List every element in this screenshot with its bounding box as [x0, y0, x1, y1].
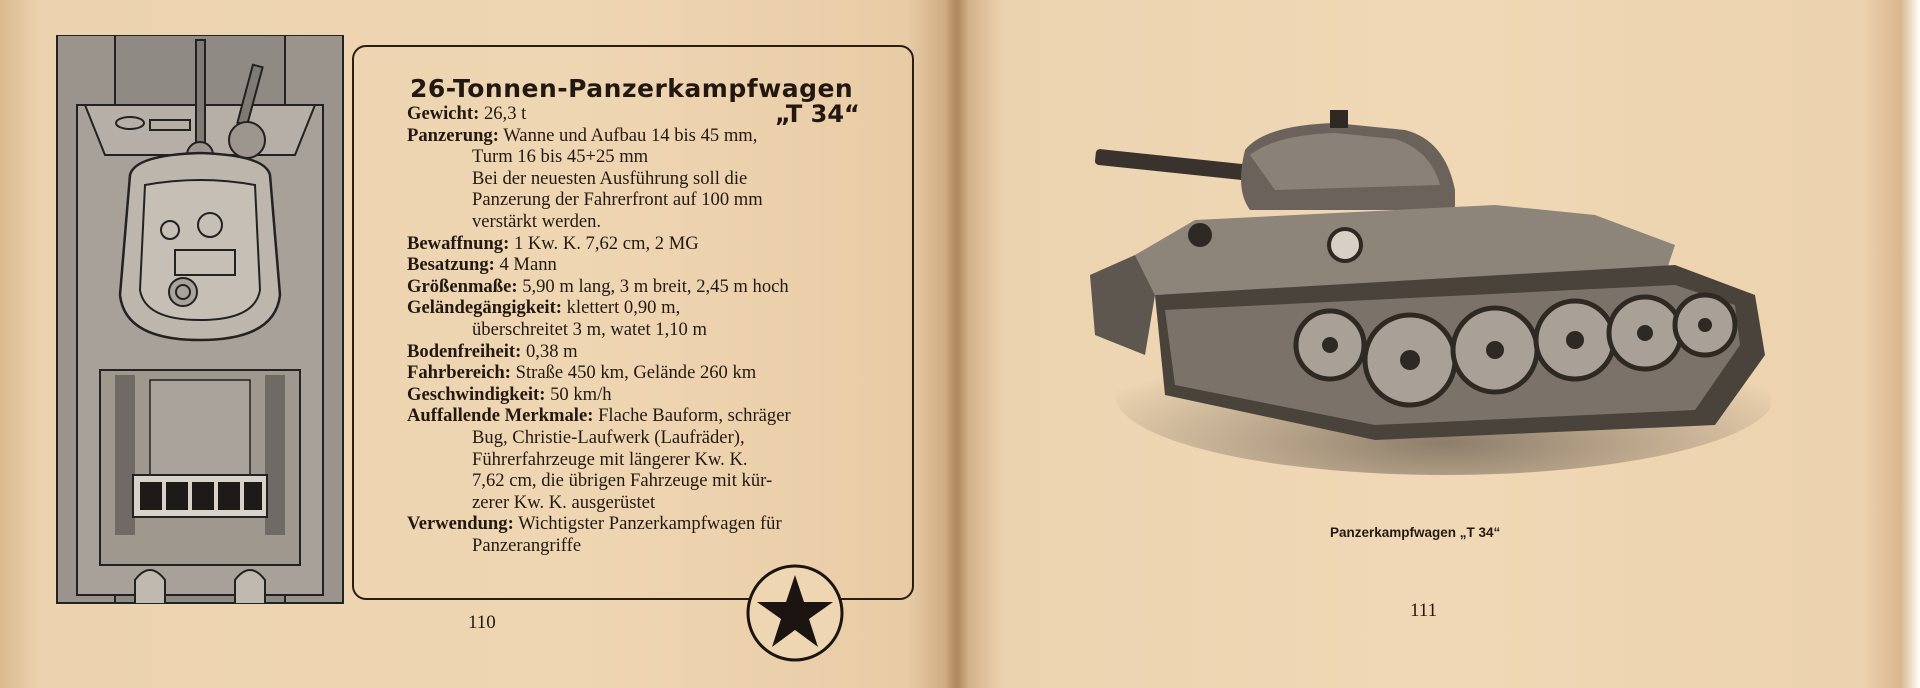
- spec-value: 26,3 t: [483, 103, 527, 124]
- spec-value: Wanne und Aufbau 14 bis 45 mm,: [503, 124, 758, 146]
- spec-row: [407, 168, 872, 190]
- spec-row: [407, 470, 872, 492]
- spec-row: [407, 492, 872, 514]
- spec-label: Geschwindigkeit:: [407, 383, 546, 405]
- spec-value: Panzerung der Fahrerfront auf 100 mm: [472, 189, 763, 211]
- spec-value: überschreitet 3 m, watet 1,10 m: [472, 318, 707, 340]
- tank-top-view-diagram: [55, 35, 345, 605]
- spec-label: Größenmaße:: [407, 275, 518, 297]
- spec-value: 5,90 m lang, 3 m breit, 2,45 m hoch: [522, 275, 789, 297]
- spec-label: Bodenfreiheit:: [407, 340, 522, 362]
- spec-row: [407, 189, 872, 211]
- spec-row: [407, 362, 872, 384]
- spec-label: Auffallende Merkmale:: [407, 405, 594, 427]
- spec-value: Flache Bauform, schräger: [598, 405, 791, 427]
- spec-row: [407, 103, 872, 125]
- left-page: [0, 0, 955, 688]
- spec-label: Geländegängigkeit:: [407, 297, 562, 319]
- spec-row: [407, 341, 872, 363]
- spec-row: [407, 319, 872, 341]
- spec-value: Turm 16 bis 45+25 mm: [472, 146, 649, 168]
- spec-row: [407, 297, 872, 319]
- spec-row: [407, 233, 872, 255]
- spec-value: zerer Kw. K. ausgerüstet: [472, 491, 656, 513]
- right-page: [955, 0, 1920, 688]
- spec-label: Fahrbereich:: [407, 362, 511, 384]
- spec-value: 7,62 cm, die übrigen Fahrzeuge mit kür-: [472, 470, 773, 492]
- page-number-left: 110: [468, 612, 496, 633]
- photo-caption: Panzerkampfwagen „T 34“: [1330, 525, 1501, 540]
- spec-value: Panzerangriffe: [472, 534, 582, 556]
- spec-row: [407, 449, 872, 471]
- spec-row: [407, 535, 872, 557]
- book-gutter: [945, 0, 969, 688]
- spec-row: [407, 211, 872, 233]
- spec-value: 4 Mann: [499, 254, 557, 276]
- spec-value: 1 Kw. K. 7,62 cm, 2 MG: [513, 232, 699, 254]
- spec-value: 0,38 m: [525, 340, 578, 362]
- spec-value: Führerfahrzeuge mit längerer Kw. K.: [472, 448, 748, 470]
- spec-value: Bug, Christie-Laufwerk (Laufräder),: [472, 426, 745, 448]
- spec-label: Panzerung:: [407, 124, 499, 146]
- spec-value: verstärkt werden.: [472, 210, 602, 232]
- spec-label: Gewicht:: [407, 103, 480, 124]
- spec-list: [407, 103, 872, 556]
- spec-title: 26-Tonnen-Panzerkampfwagen: [410, 74, 854, 103]
- spec-row: [407, 125, 872, 147]
- spec-row: [407, 384, 872, 406]
- spec-label: Besatzung:: [407, 254, 495, 276]
- spec-row: [407, 405, 872, 427]
- spec-value: klettert 0,90 m,: [566, 297, 681, 319]
- spec-row: [407, 427, 872, 449]
- spec-value: Straße 450 km, Gelände 260 km: [515, 362, 757, 384]
- spec-row: [407, 513, 872, 535]
- page-number-right: 111: [1410, 600, 1438, 621]
- spec-row: [407, 276, 872, 298]
- spec-value: 50 km/h: [550, 383, 612, 405]
- spec-label: Verwendung:: [407, 513, 514, 535]
- spec-label: Bewaffnung:: [407, 232, 510, 254]
- spec-value: Wichtigster Panzerkampfwagen für: [518, 513, 782, 535]
- tank-photo-icon: [1075, 95, 1770, 475]
- spec-row: [407, 254, 872, 276]
- spec-row: [407, 146, 872, 168]
- spec-model-designation: „T 34“: [775, 100, 860, 128]
- spec-value: Bei der neuesten Ausführung soll die: [472, 167, 748, 189]
- star-emblem-icon: [745, 563, 845, 663]
